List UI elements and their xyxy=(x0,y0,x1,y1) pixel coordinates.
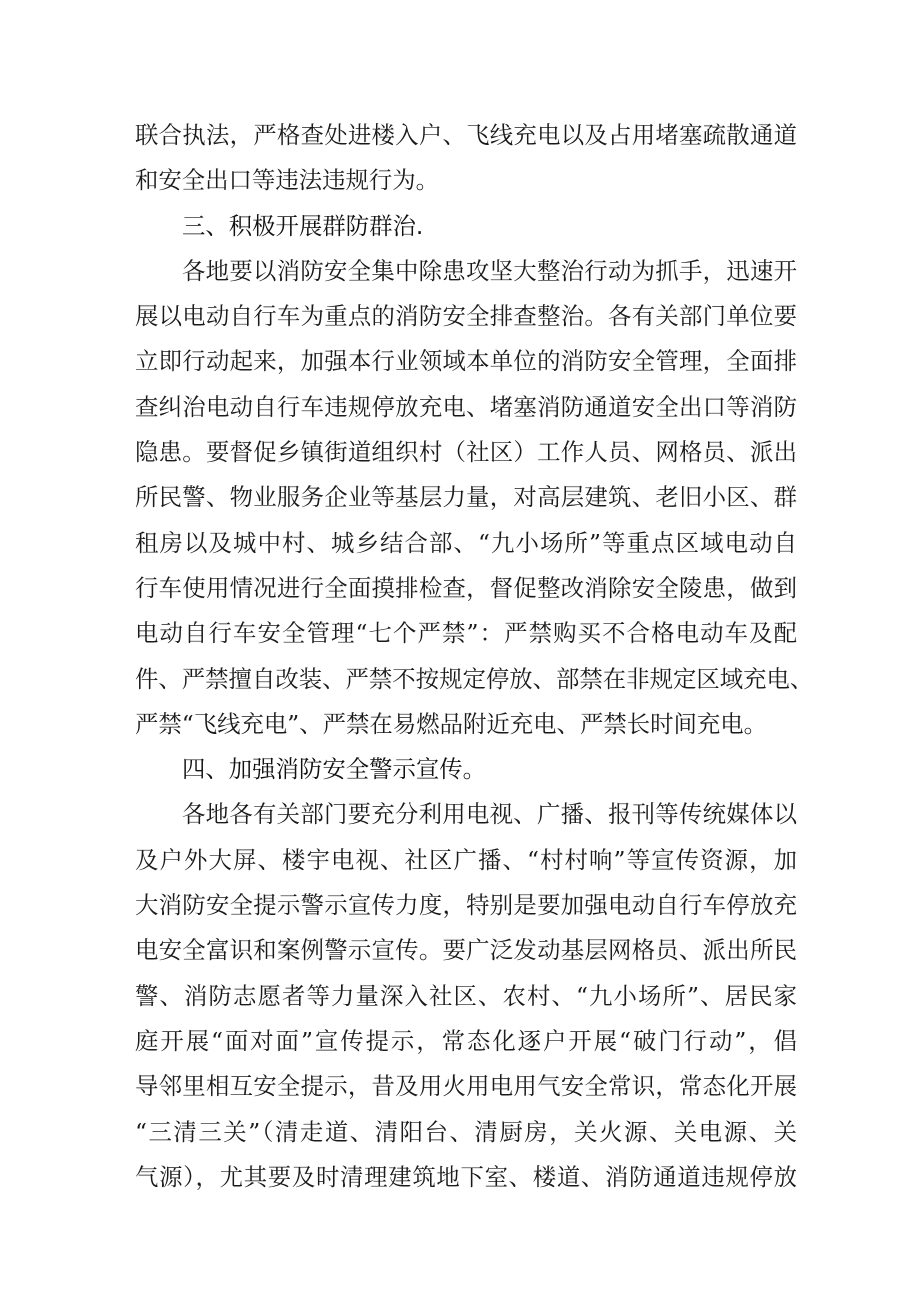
text-line: 警、消防志愿者等力量深入社区、农村、“九小场所”、居民家 xyxy=(135,981,797,1010)
text-line: 大消防安全提示警示宣传力度，特别是要加强电动自行车停放充 xyxy=(135,891,797,920)
text-line: 查纠治电动自行车违规停放充电、堵塞消防通道安全出口等消防 xyxy=(135,392,797,421)
text-line: 和安全出口等违法违规行为。 xyxy=(135,166,440,195)
text-line: 所民警、物业服务企业等基层力量，对高层建筑、老旧小区、群 xyxy=(135,483,797,512)
text-line: 电安全富识和案例警示宣传。要广泛发动基层网格员、派出所民 xyxy=(135,936,797,965)
text-line: 联合执法，严格查处进楼入户、飞线充电以及占用堵塞疏散通道 xyxy=(135,121,797,149)
section-3-paragraph xyxy=(135,249,814,747)
section-4-paragraph xyxy=(135,792,797,1200)
text-line: 各地要以消防安全集中除患攻坚大整治行动为抓手，迅速开 xyxy=(182,256,797,285)
text-line: 及户外大屏、楼宇电视、社区广播、“村村响”等宣传资源，加 xyxy=(135,845,797,874)
text-line: 导邻里相互安全提示，昔及用火用电用气安全常识，常态化开展 xyxy=(135,1072,797,1101)
paragraph-continued xyxy=(135,113,797,204)
section-heading-4: 四、加强消防安全警示宣传。 xyxy=(182,755,487,784)
document-body xyxy=(135,113,814,1200)
text-line: “三清三关”（清走道、清阳台、清厨房，关火源、关电源、关 xyxy=(135,1117,797,1146)
text-line: 隐患。要督促乡镇街道组织村（社区）工作人员、网格员、派出 xyxy=(135,438,797,467)
text-line: 各地各有关部门要充分利用电视、广播、报刊等传统媒体以 xyxy=(182,800,797,829)
text-line: 庭开展“面对面”宣传提示，常态化逐户开展“破门行动”，倡 xyxy=(135,1026,797,1055)
text-line: 件、严禁擅自改装、严禁不按规定停放、部禁在非规定区域充电、 xyxy=(135,664,814,693)
text-line: 电动自行车安全管理“七个严禁”：严禁购买不合格电动车及配 xyxy=(135,619,797,648)
text-line: 行车使用情况进行全面摸排检查，督促整改消除安全陵患，做到 xyxy=(135,573,797,602)
section-heading-3: 三、积极开展群防群治. xyxy=(182,211,424,240)
text-line: 展以电动自行车为重点的消防安全排查整治。各有关部门单位要 xyxy=(135,302,797,331)
text-line: 气源），尤其要及时清理建筑地下室、楼道、消防通道违规停放 xyxy=(135,1162,797,1191)
text-line: 严禁“飞线充电”、严禁在易燃品附近充电、严禁长时间充电。 xyxy=(135,709,768,738)
text-line: 立即行动起来，加强本行业领域本单位的消防安全管理，全面排 xyxy=(135,347,797,376)
text-line: 租房以及城中村、城乡结合部、“九小场所”等重点区域电动自 xyxy=(135,528,797,557)
